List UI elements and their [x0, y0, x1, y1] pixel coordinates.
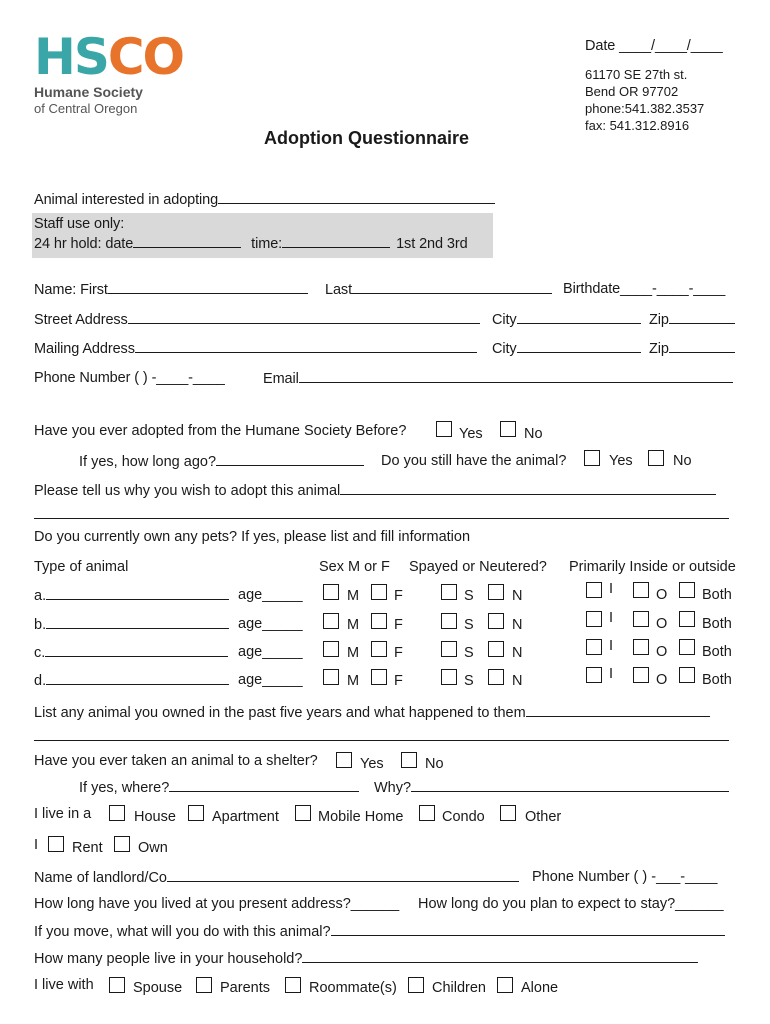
mailing-input[interactable]	[135, 340, 477, 353]
pet-type-input[interactable]	[46, 672, 229, 685]
mailing-city-input[interactable]	[517, 340, 641, 353]
inside-i-checkbox[interactable]	[586, 667, 602, 683]
past-animals-line-2[interactable]	[34, 740, 729, 741]
why-adopt-field: Please tell us why you wish to adopt this animal	[34, 482, 716, 499]
mailing-zip-field: Zip	[649, 340, 735, 357]
housing-apartment-label: Apartment	[212, 809, 279, 825]
shelter-why-field: Why?	[374, 779, 729, 796]
housing-other-label: Other	[525, 809, 562, 825]
sex-m-checkbox[interactable]	[323, 613, 339, 629]
staff-time-input[interactable]	[282, 235, 390, 248]
inside-i-label: I	[609, 666, 614, 682]
zip-field: Zip	[649, 311, 735, 328]
shelter-no-label: No	[425, 756, 444, 772]
city-input[interactable]	[517, 311, 641, 324]
col-inside-header: Primarily Inside or outside	[569, 559, 736, 575]
still-have-no-checkbox[interactable]	[648, 450, 664, 466]
rent-checkbox[interactable]	[48, 836, 64, 852]
live-in-label: I live in a	[34, 806, 92, 822]
live-with-spouse-checkbox[interactable]	[109, 977, 125, 993]
housing-other-checkbox[interactable]	[500, 805, 516, 821]
sex-m-label: M	[347, 617, 360, 633]
name-last-field: Last	[325, 281, 552, 298]
how-long-ago-input[interactable]	[216, 453, 364, 466]
mailing-field: Mailing Address	[34, 340, 477, 357]
pet-age-field[interactable]: age_____	[238, 616, 303, 632]
if-move-input[interactable]	[331, 923, 725, 936]
spayed-n-label: N	[512, 673, 523, 689]
live-with-alone-label: Alone	[521, 980, 559, 996]
outside-o-label: O	[656, 587, 668, 603]
logo-letters-teal: HS	[34, 28, 108, 86]
both-checkbox[interactable]	[679, 667, 695, 683]
both-label: Both	[702, 644, 732, 660]
sex-m-checkbox[interactable]	[323, 584, 339, 600]
street-input[interactable]	[128, 311, 480, 324]
housing-house-label: House	[134, 809, 176, 825]
pet-type-input[interactable]	[46, 587, 229, 600]
pet-type-input[interactable]	[46, 616, 229, 629]
sex-f-label: F	[394, 673, 403, 689]
email-input[interactable]	[299, 370, 733, 383]
live-with-spouse-label: Spouse	[133, 980, 183, 996]
shelter-where-input[interactable]	[169, 779, 359, 792]
fax-text: fax: 541.312.8916	[585, 118, 690, 133]
outside-o-checkbox[interactable]	[633, 667, 649, 683]
household-input[interactable]	[302, 950, 698, 963]
rent-own-label: I	[34, 837, 39, 853]
spayed-n-checkbox[interactable]	[488, 584, 504, 600]
rent-label: Rent	[72, 840, 103, 856]
adopted-yes-checkbox[interactable]	[436, 421, 452, 437]
sex-f-checkbox[interactable]	[371, 613, 387, 629]
live-with-children-checkbox[interactable]	[408, 977, 424, 993]
staff-date-input[interactable]	[133, 235, 241, 248]
staff-hold-row: 24 hr hold: date time: 1st 2nd 3rd	[34, 236, 468, 252]
landlord-phone-field[interactable]: Phone Number ( ) -___-____	[532, 869, 718, 885]
logo-name: Humane Society	[34, 84, 143, 100]
spayed-n-label: N	[512, 617, 523, 633]
shelter-yes-checkbox[interactable]	[336, 752, 352, 768]
spayed-n-checkbox[interactable]	[488, 641, 504, 657]
adopted-before-question: Have you ever adopted from the Humane Society Before?	[34, 423, 407, 439]
spayed-n-checkbox[interactable]	[488, 613, 504, 629]
outside-o-checkbox[interactable]	[633, 582, 649, 598]
address-line1: 61170 SE 27th st.	[585, 67, 688, 82]
housing-house-checkbox[interactable]	[109, 805, 125, 821]
both-checkbox[interactable]	[679, 639, 695, 655]
outside-o-label: O	[656, 616, 668, 632]
city-field: City	[492, 311, 641, 328]
sex-f-label: F	[394, 588, 403, 604]
mailing-zip-input[interactable]	[669, 340, 735, 353]
past-animals-field: List any animal you owned in the past five years and what happened to them	[34, 704, 710, 721]
housing-condo-checkbox[interactable]	[419, 805, 435, 821]
inside-i-label: I	[609, 610, 614, 626]
outside-o-checkbox[interactable]	[633, 639, 649, 655]
live-with-parents-checkbox[interactable]	[196, 977, 212, 993]
housing-apartment-checkbox[interactable]	[188, 805, 204, 821]
live-with-roommates-label: Roommate(s)	[309, 980, 397, 996]
pet-row-d: d.	[34, 672, 229, 689]
past-animals-input[interactable]	[526, 704, 710, 717]
own-label: Own	[138, 840, 168, 856]
date-field[interactable]: Date ____/____/____	[585, 38, 723, 54]
household-field: How many people live in your household?	[34, 950, 698, 967]
spayed-s-checkbox[interactable]	[441, 669, 457, 685]
sex-f-checkbox[interactable]	[371, 641, 387, 657]
live-with-roommates-checkbox[interactable]	[285, 977, 301, 993]
col-spayed-header: Spayed or Neutered?	[409, 559, 547, 575]
live-with-parents-label: Parents	[220, 980, 270, 996]
first-name-input[interactable]	[108, 281, 308, 294]
spayed-s-checkbox[interactable]	[441, 613, 457, 629]
sex-m-checkbox[interactable]	[323, 641, 339, 657]
adopted-no-label: No	[524, 426, 543, 442]
housing-mobile-home-checkbox[interactable]	[295, 805, 311, 821]
logo-subtitle: of Central Oregon	[34, 101, 138, 116]
inside-i-checkbox[interactable]	[586, 639, 602, 655]
shelter-no-checkbox[interactable]	[401, 752, 417, 768]
live-with-alone-checkbox[interactable]	[497, 977, 513, 993]
inside-i-label: I	[609, 581, 614, 597]
outside-o-label: O	[656, 644, 668, 660]
logo-letters-orange: CO	[107, 28, 184, 86]
still-have-yes-checkbox[interactable]	[584, 450, 600, 466]
last-name-input[interactable]	[352, 281, 552, 294]
pet-age-field[interactable]: age_____	[238, 644, 303, 660]
sex-f-checkbox[interactable]	[371, 584, 387, 600]
col-sex-header: Sex M or F	[319, 559, 390, 575]
spayed-s-checkbox[interactable]	[441, 584, 457, 600]
sex-f-label: F	[394, 617, 403, 633]
landlord-field: Name of landlord/Co	[34, 869, 519, 886]
landlord-input[interactable]	[167, 869, 519, 882]
logo	[34, 28, 183, 86]
phone-text: phone:541.382.3537	[585, 101, 705, 116]
shelter-yes-label: Yes	[360, 756, 384, 772]
spayed-s-label: S	[464, 673, 474, 689]
shelter-why-input[interactable]	[411, 779, 729, 792]
pet-age-field[interactable]: age_____	[238, 587, 303, 603]
spayed-n-checkbox[interactable]	[488, 669, 504, 685]
staff-use-label: Staff use only:	[34, 216, 125, 232]
own-checkbox[interactable]	[114, 836, 130, 852]
pet-row-b: b.	[34, 616, 229, 633]
how-long-lived-field[interactable]: How long have you lived at you present address?______	[34, 896, 400, 912]
why-adopt-line-2[interactable]	[34, 518, 729, 519]
live-with-label: I live with	[34, 977, 94, 993]
both-checkbox[interactable]	[679, 611, 695, 627]
housing-mobile-home-label: Mobile Home	[318, 809, 404, 825]
how-long-stay-field[interactable]: How long do you plan to expect to stay?______	[418, 896, 724, 912]
pet-row-a: a.	[34, 587, 229, 604]
pet-age-field[interactable]: age_____	[238, 672, 303, 688]
spayed-s-checkbox[interactable]	[441, 641, 457, 657]
shelter-where-field: If yes, where?	[79, 779, 359, 796]
name-first-field: Name: First	[34, 281, 308, 298]
still-have-no-label: No	[673, 453, 692, 469]
email-field: Email	[263, 370, 733, 387]
spayed-n-label: N	[512, 588, 523, 604]
spayed-n-label: N	[512, 645, 523, 661]
address-line2: Bend OR 97702	[585, 84, 679, 99]
both-label: Both	[702, 616, 732, 632]
col-type-header: Type of animal	[34, 559, 129, 575]
still-have-yes-label: Yes	[609, 453, 633, 469]
pet-type-input[interactable]	[45, 644, 228, 657]
page-title: Adoption Questionnaire	[264, 128, 469, 148]
both-checkbox[interactable]	[679, 582, 695, 598]
if-move-field: If you move, what will you do with this animal?	[34, 923, 725, 940]
how-long-ago-field: If yes, how long ago?	[79, 453, 364, 470]
inside-i-label: I	[609, 638, 614, 654]
adopted-no-checkbox[interactable]	[500, 421, 516, 437]
street-field: Street Address	[34, 311, 480, 328]
outside-o-checkbox[interactable]	[633, 611, 649, 627]
own-pets-question: Do you currently own any pets? If yes, please list and fill information	[34, 529, 471, 545]
zip-input[interactable]	[669, 311, 735, 324]
animal-interested-input[interactable]	[218, 191, 495, 204]
birthdate-field[interactable]: Birthdate____-____-____	[563, 281, 726, 297]
spayed-s-label: S	[464, 645, 474, 661]
live-with-children-label: Children	[432, 980, 486, 996]
adopted-yes-label: Yes	[459, 426, 483, 442]
spayed-s-label: S	[464, 588, 474, 604]
still-have-question: Do you still have the animal?	[381, 453, 567, 469]
inside-i-checkbox[interactable]	[586, 582, 602, 598]
pet-row-c: c.	[34, 644, 228, 661]
both-label: Both	[702, 587, 732, 603]
sex-m-label: M	[347, 645, 360, 661]
shelter-question: Have you ever taken an animal to a shelter?	[34, 753, 318, 769]
animal-interested-label: Animal interested in adopting	[34, 191, 495, 208]
sex-m-checkbox[interactable]	[323, 669, 339, 685]
housing-condo-label: Condo	[442, 809, 485, 825]
sex-m-label: M	[347, 588, 360, 604]
spayed-s-label: S	[464, 617, 474, 633]
both-label: Both	[702, 672, 732, 688]
phone-number-field[interactable]: Phone Number ( ) -____-____	[34, 370, 225, 386]
sex-m-label: M	[347, 673, 360, 689]
sex-f-label: F	[394, 645, 403, 661]
why-adopt-input[interactable]	[340, 482, 716, 495]
outside-o-label: O	[656, 672, 668, 688]
inside-i-checkbox[interactable]	[586, 611, 602, 627]
mailing-city-field: City	[492, 340, 641, 357]
sex-f-checkbox[interactable]	[371, 669, 387, 685]
